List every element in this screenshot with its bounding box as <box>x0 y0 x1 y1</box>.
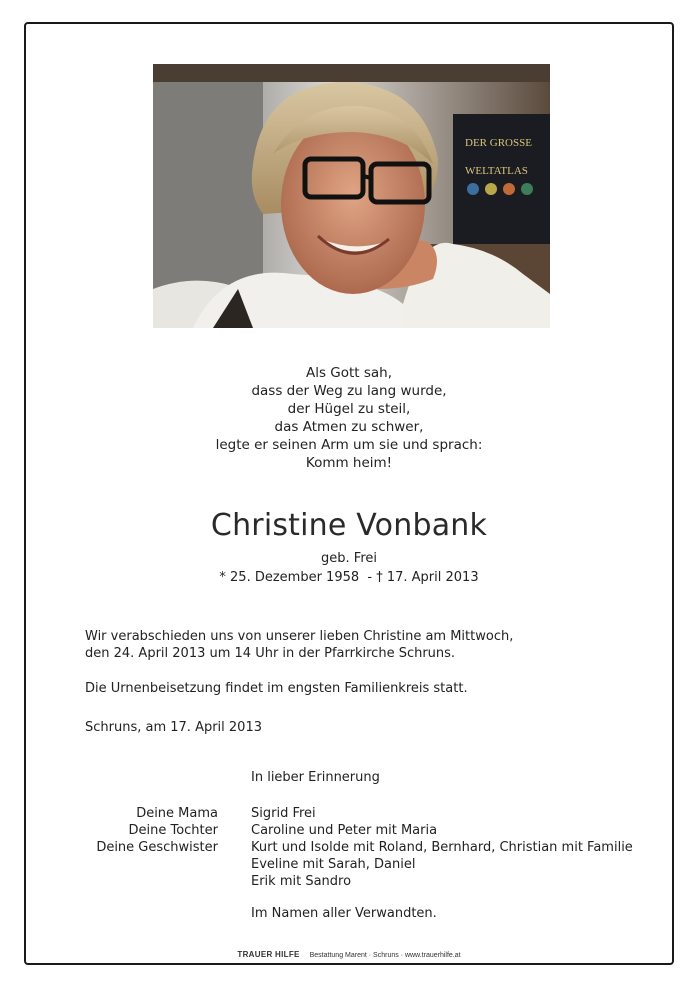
relation-label: Deine Tochter <box>128 823 218 838</box>
poem-line: dass der Weg zu lang wurde, <box>251 383 447 399</box>
urn-burial-notice: Die Urnenbeisetzung findet im engsten Familienkreis statt. <box>85 681 468 696</box>
portrait-photo <box>153 64 550 328</box>
relation-labels <box>60 805 218 856</box>
mourner-entry: Eveline mit Sarah, Daniel <box>251 857 416 872</box>
mourner-list <box>251 805 633 890</box>
mourner-entry: Kurt und Isolde mit Roland, Bernhard, Christian mit Familie <box>251 840 633 855</box>
relation-label: Deine Mama <box>136 806 218 821</box>
mourner-entry: Caroline und Peter mit Maria <box>251 823 438 838</box>
poem <box>24 364 674 472</box>
funeral-notice <box>85 628 513 662</box>
funeral-line: den 24. April 2013 um 14 Uhr in der Pfarrkirche Schruns. <box>85 646 456 661</box>
mourner-entry: Sigrid Frei <box>251 806 316 821</box>
birth-name: geb. Frei <box>321 551 377 566</box>
poem-line: Als Gott sah, <box>305 365 393 381</box>
funeral-line: Wir verabschieden uns von unserer lieben Christine am Mittwoch, <box>85 629 514 644</box>
place-date: Schruns, am 17. April 2013 <box>85 720 262 735</box>
mourner-entry: Erik mit Sandro <box>251 874 352 889</box>
poem-line: legte er seinen Arm um sie und sprach: <box>215 437 483 453</box>
poem-line: der Hügel zu steil, <box>287 401 411 417</box>
svg-text:WELTATLAS: WELTATLAS <box>465 165 528 177</box>
footer-text: Bestattung Marent · Schruns · www.trauerhilfe.at <box>309 952 461 959</box>
footer-brand: TRAUER HILFE <box>237 950 300 959</box>
in-memory-heading: In lieber Erinnerung <box>251 770 380 785</box>
svg-text:DER GROSSE: DER GROSSE <box>465 137 532 149</box>
life-dates: * 25. Dezember 1958 - † 17. April 2013 <box>219 570 479 585</box>
poem-line: Komm heim! <box>305 455 393 471</box>
poem-line: das Atmen zu schwer, <box>274 419 424 435</box>
closing-line: Im Namen aller Verwandten. <box>251 906 437 921</box>
footer <box>24 950 674 959</box>
relation-label: Deine Geschwister <box>96 840 218 855</box>
deceased-name: Christine Vonbank <box>210 508 488 543</box>
